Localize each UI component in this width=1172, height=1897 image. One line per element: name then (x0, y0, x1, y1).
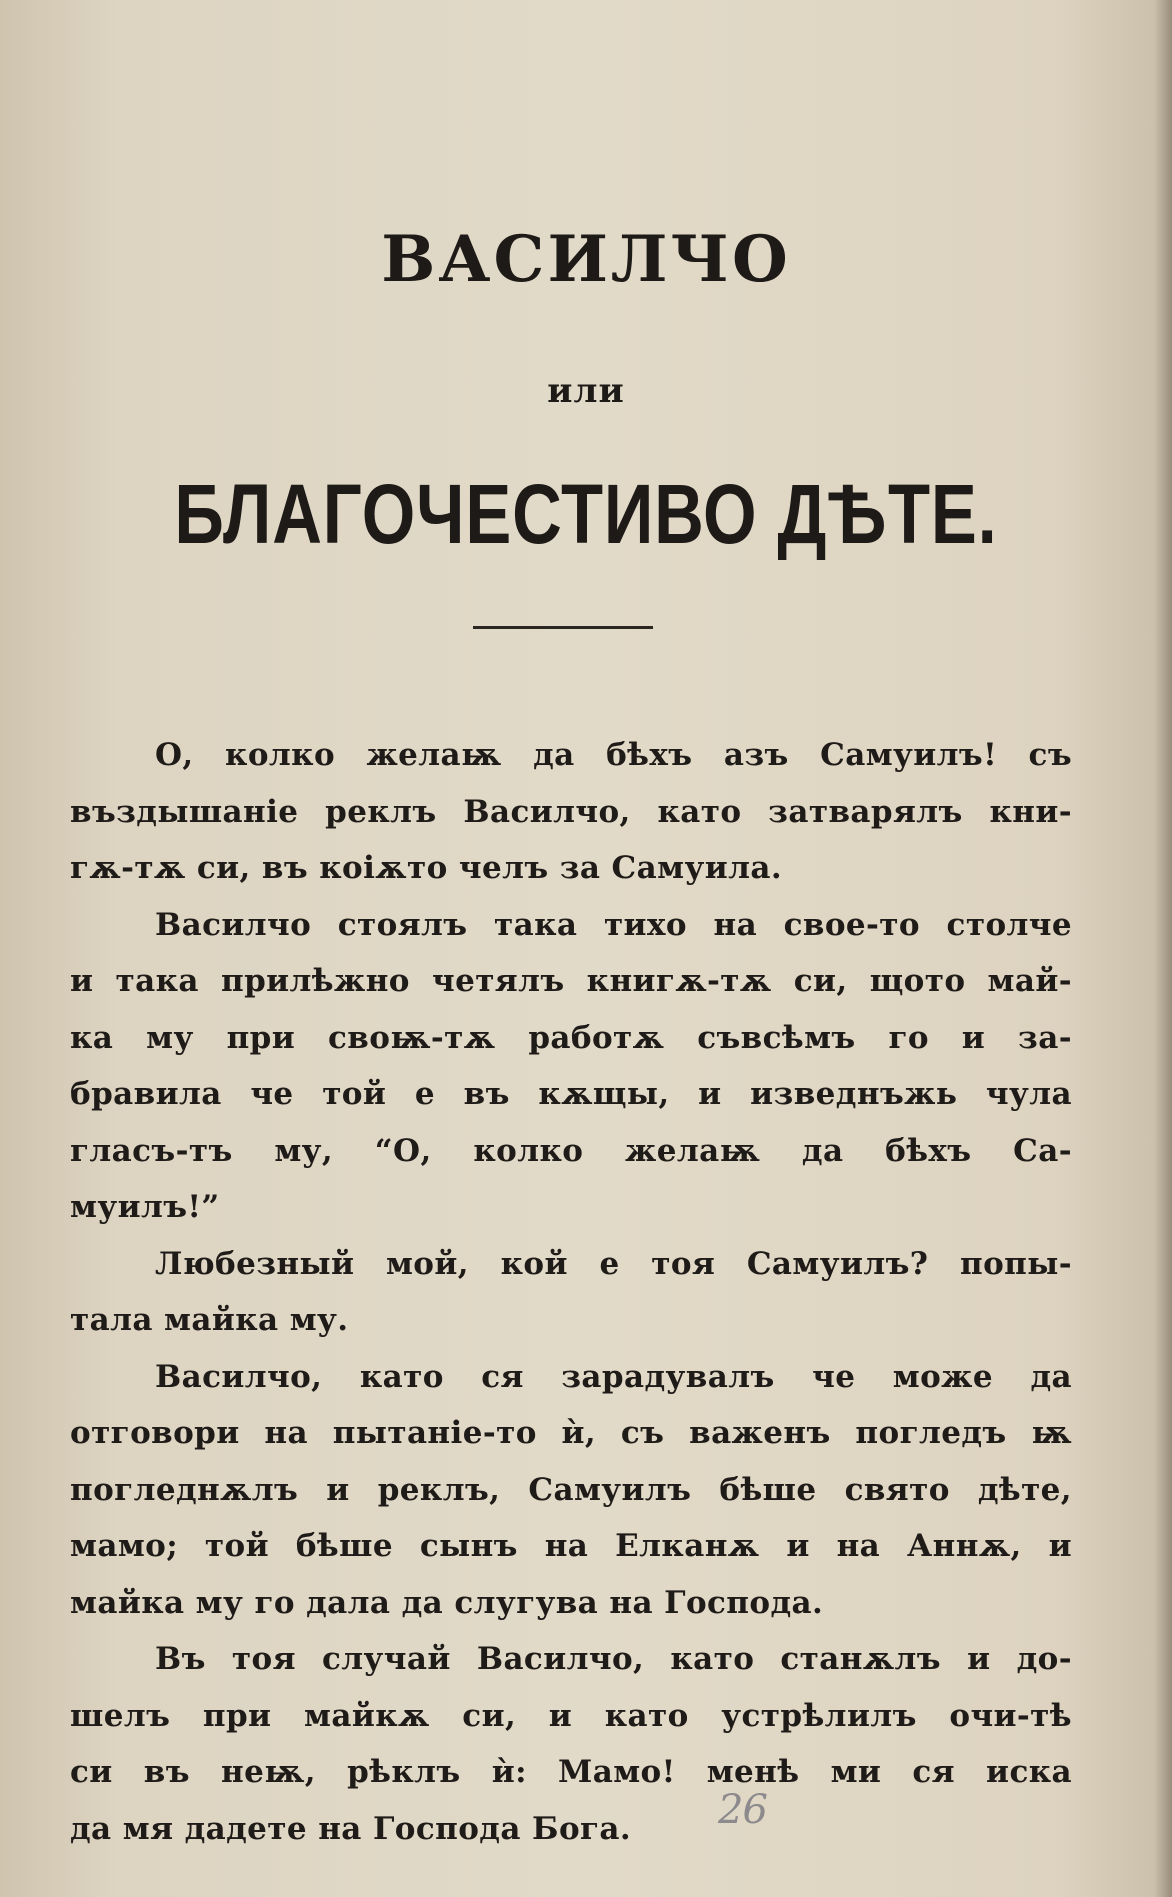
text-line: тала майка му. (70, 1302, 349, 1338)
title-subtitle: БЛАГОЧЕСТИВО ДѢТЕ. (174, 467, 998, 561)
text-line: Любезный мой, кой е тоя Самуилъ? попы- (155, 1245, 1072, 1282)
title-connector: или (547, 371, 625, 411)
text-line: и така прилѣжно четялъ книгѫ-тѫ си, щото май- (70, 963, 1072, 999)
text-line: шелъ при майкѫ си, и като устрѣлилъ очи-тѣ (70, 1697, 1072, 1734)
text-line: Въ тоя случай Василчо, като станѫлъ и до- (155, 1641, 1072, 1677)
text-line: отговори на пытаніе-то ѝ, съ важенъ погледъ ѭ (70, 1415, 1072, 1451)
text-line: да мя дадете на Господа Бога. (70, 1810, 632, 1847)
title-block (0, 215, 1172, 559)
handwritten-page-note: 26 (718, 1787, 767, 1833)
text-line: въздышаніе реклъ Василчо, като затварялъ кни- (70, 793, 1072, 830)
text-line: майка му го дала да слугува на Господа. (70, 1584, 824, 1621)
text-line: погледнѫлъ и реклъ, Самуилъ бѣше свято дѣте, (70, 1471, 1072, 1508)
text-line: муилъ!” (70, 1189, 220, 1225)
text-line: ка му при своѭ-тѫ работѫ съвсѣмъ го и за- (70, 1019, 1072, 1056)
text-line: си въ неѭ, рѣклъ ѝ: Мамо! менѣ ми ся иска (70, 1754, 1072, 1790)
text-line: мамо; той бѣше сынъ на Елканѫ и на Аннѫ, и (70, 1528, 1072, 1564)
text-line: гласъ-тъ му, “О, колко желаѭ да бѣхъ Са- (70, 1132, 1072, 1169)
text-line: Василчо, като ся зарадувалъ че може да (155, 1358, 1072, 1395)
text-line: гѫ-тѫ си, въ коіѫто челъ за Самуила. (70, 850, 783, 886)
title-main: ВАСИЛЧО (381, 222, 791, 297)
text-line: О, колко желаѭ да бѣхъ азъ Самуилъ! съ (155, 737, 1072, 773)
text-line: Василчо стоялъ така тихо на свое-то столче (155, 906, 1072, 943)
text-line: бравила че той е въ кѫщы, и изведнъжь чула (70, 1076, 1072, 1112)
body-text (70, 727, 1072, 1857)
title-divider (473, 626, 653, 629)
binding-shadow (1154, 0, 1172, 1897)
